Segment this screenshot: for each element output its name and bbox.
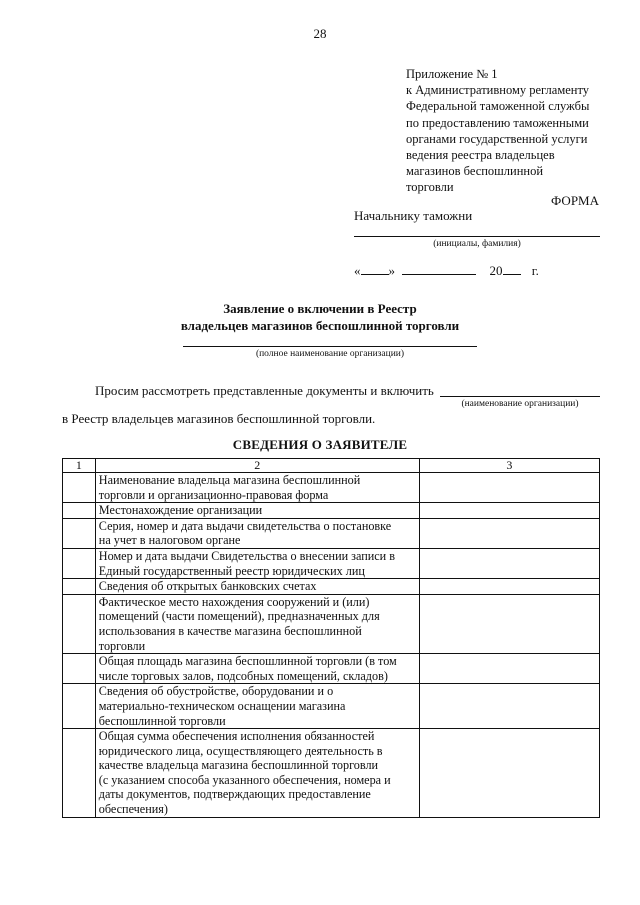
table-row [63, 654, 600, 684]
request-text-line-2: в Реестр владельцев магазинов беспошлинной торговли. [62, 411, 376, 426]
table-cell-label [95, 729, 419, 818]
appendix-line: органами государственной услуги [406, 131, 588, 146]
table-cell-number [63, 548, 96, 578]
table-cell-number [63, 594, 96, 653]
cell-text-line: Наименование владельца магазина беспошлинной [98, 473, 361, 487]
table-cell-label [95, 654, 419, 684]
cell-text-line: (с указанием способа указанного обеспечения, номера и [98, 772, 391, 787]
table-cell-number [63, 684, 96, 729]
title-line-2: владельцев магазинов беспошлинной торговли [180, 318, 460, 333]
table-row [63, 594, 600, 653]
table-row [63, 579, 600, 595]
table-cell-value[interactable] [419, 684, 599, 729]
appendix-line: торговли [406, 180, 454, 195]
year-suffix: г. [531, 263, 539, 278]
cell-text-line: Местонахождение организации [98, 503, 263, 518]
cell-text-line: числе торговых залов, подсобных помещений, складов) [98, 668, 388, 683]
table-cell-number [63, 503, 96, 519]
cell-text-line: качестве владельца магазина беспошлинной торговли [98, 758, 379, 773]
table-cell-value[interactable] [419, 729, 599, 818]
table-cell-number [63, 729, 96, 818]
table-cell-label [95, 594, 419, 653]
cell-text-line: использования в качестве магазина беспошлинной [98, 623, 362, 638]
appendix-line: Приложение № 1 [406, 67, 498, 81]
table-row [63, 684, 600, 729]
appendix-line: к Административному регламенту [406, 83, 590, 98]
cell-text-line: на учет в налоговом органе [98, 533, 241, 548]
cell-text-line: беспошлинной торговли [98, 713, 226, 728]
addressee-caption: (инициалы, фамилия) [433, 239, 521, 249]
cell-text-line: юридического лица, осуществляющего деятельность в [98, 743, 383, 758]
appendix-line: ведения реестра владельцев [406, 148, 555, 163]
table-cell-label [95, 684, 419, 729]
document-title [0, 300, 640, 334]
cell-text-line: Общая площадь магазина беспошлинной торговли (в том [98, 654, 397, 669]
table-cell-value[interactable] [419, 518, 599, 548]
table-cell-number [63, 518, 96, 548]
appendix-line: магазинов беспошлинной [406, 164, 544, 179]
table-header-cell: 3 [419, 459, 599, 473]
cell-text-line: обеспечения) [98, 802, 168, 817]
appendix-line: по предоставлению таможенными [406, 115, 589, 130]
cell-text-line: торговли и организационно-правовая форма [98, 487, 329, 502]
table-cell-number [63, 473, 96, 503]
request-org-caption: (наименование организации) [461, 399, 579, 409]
table-cell-value[interactable] [419, 503, 599, 519]
request-text-line-1: Просим рассмотреть представленные документы и включить [95, 383, 434, 398]
cell-text-line: Единый государственный реестр юридических лиц [98, 563, 365, 578]
cell-text-line: Фактическое место нахождения сооружений и (или) [98, 594, 370, 609]
table-cell-label [95, 473, 419, 503]
table-cell-value[interactable] [419, 579, 599, 595]
cell-text-line: торговли [98, 638, 146, 653]
table-header-cell: 1 [63, 459, 96, 473]
section-heading: СВЕДЕНИЯ О ЗАЯВИТЕЛЕ [232, 437, 408, 452]
form-label: ФОРМА [551, 193, 599, 208]
cell-text-line: Серия, номер и дата выдачи свидетельства о постановке [98, 518, 392, 533]
org-name-line [183, 346, 477, 347]
table-cell-value[interactable] [419, 548, 599, 578]
table-row [63, 503, 600, 519]
table-cell-label [95, 518, 419, 548]
table-header-cell: 2 [95, 459, 419, 473]
cell-text-line: помещений (части помещений), предназначенных для [98, 609, 380, 624]
month-blank [402, 274, 476, 275]
title-line-1: Заявление о включении в Реестр [223, 301, 417, 316]
table-row [63, 548, 600, 578]
table-row [63, 473, 600, 503]
date-field [354, 263, 539, 279]
table-cell-label [95, 548, 419, 578]
table-cell-number [63, 654, 96, 684]
addressee-text: Начальнику таможни [354, 208, 473, 223]
appendix-line: Федеральной таможенной службы [406, 99, 590, 114]
page-number: 28 [313, 26, 327, 41]
cell-text-line: Номер и дата выдачи Свидетельства о внесении записи в [98, 548, 396, 563]
cell-text-line: даты документов, подтверждающих предоставление [98, 787, 371, 802]
cell-text-line: материально-техническом оснащении магазина [98, 698, 346, 713]
table-cell-value[interactable] [419, 594, 599, 653]
table-cell-label [95, 503, 419, 519]
appendix-note [406, 66, 606, 196]
cell-text-line: Общая сумма обеспечения исполнения обязанностей [98, 729, 375, 744]
table-row [63, 518, 600, 548]
cell-text-line: Сведения об обустройстве, оборудовании и о [98, 684, 334, 699]
date-close-quote: » [388, 263, 395, 278]
year-blank [503, 274, 521, 275]
applicant-info-table [62, 458, 600, 818]
day-blank [361, 274, 389, 275]
year-prefix: 20 [489, 263, 503, 278]
table-cell-value[interactable] [419, 473, 599, 503]
date-open-quote: « [354, 263, 361, 278]
table-cell-value[interactable] [419, 654, 599, 684]
table-cell-label [95, 579, 419, 595]
table-row [63, 729, 600, 818]
request-org-line [440, 396, 600, 397]
org-caption: (полное наименование организации) [255, 349, 405, 359]
table-cell-number [63, 579, 96, 595]
table-header-row [63, 459, 600, 473]
cell-text-line: Сведения об открытых банковских счетах [98, 579, 317, 594]
addressee-name-line [354, 236, 600, 237]
